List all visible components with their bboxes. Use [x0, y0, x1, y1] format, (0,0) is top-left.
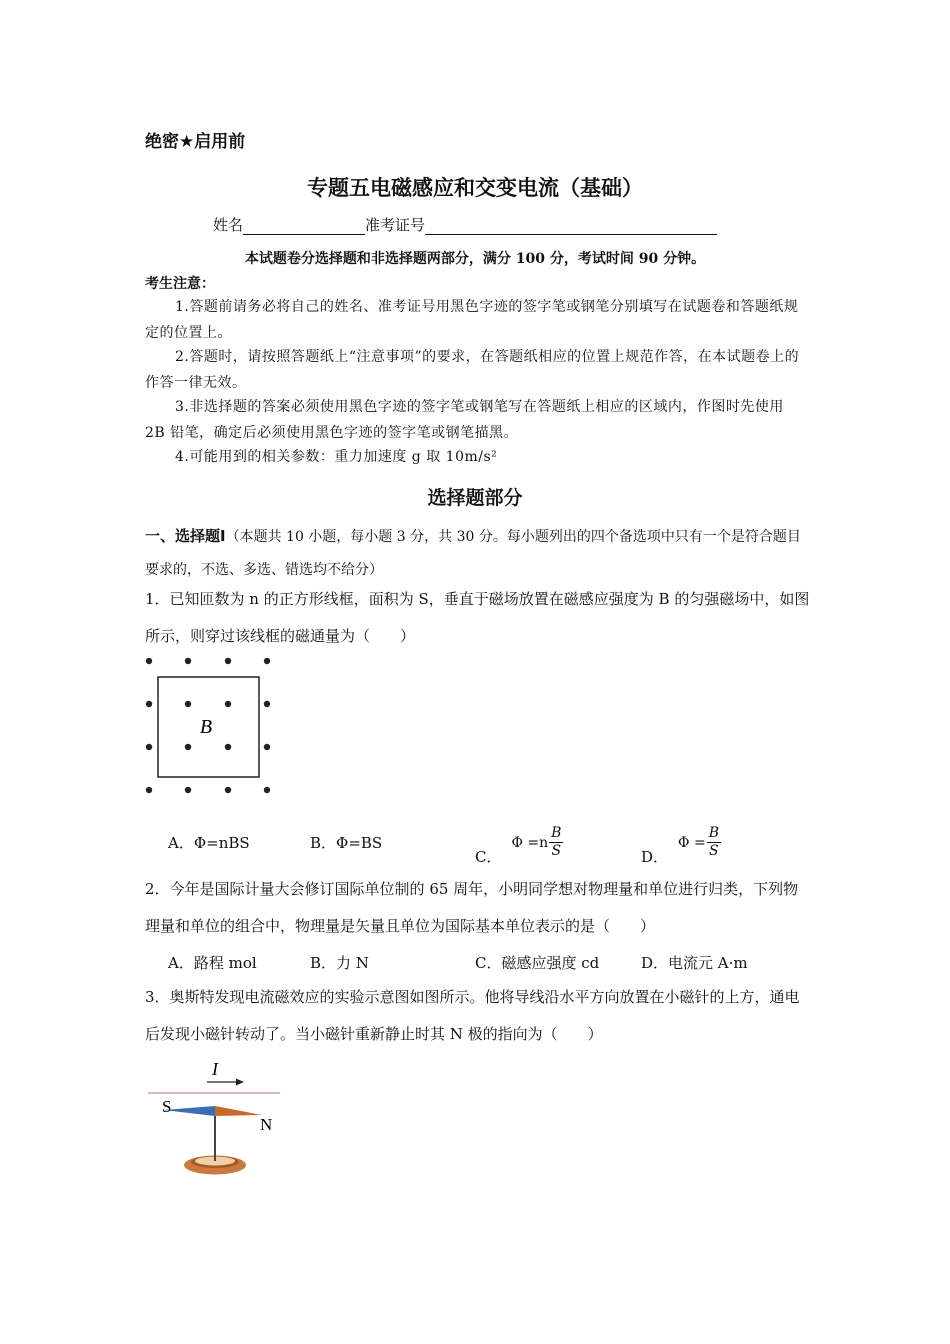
q2-option-a[interactable]: A．路程 mol	[168, 954, 257, 972]
q2-option-b[interactable]: B．力 N	[310, 954, 369, 972]
current-label: I	[212, 1059, 218, 1079]
q1-c-fraction: $\frac{B}{S}$	[551, 825, 562, 859]
name-label: 姓名	[213, 216, 244, 234]
notice-item-4: 4.可能用到的相关参数：重力加速度 g 取 10m/s²	[175, 449, 498, 465]
id-blank[interactable]	[425, 218, 717, 235]
south-label: S	[162, 1097, 172, 1116]
name-blank[interactable]	[243, 218, 365, 235]
north-label: N	[260, 1115, 273, 1134]
question-3-text: 3．奥斯特发现电流磁效应的实验示意图如图所示。他将导线沿水平方向放置在小磁针的上方，通电后发现小磁针转动了。当小磁针重新静止时其 N 极的指向为（ ）	[145, 988, 800, 1043]
part1-instructions	[145, 520, 810, 586]
magnetic-field-figure	[140, 652, 280, 800]
q2-option-c[interactable]: C．磁感应强度 cd	[475, 954, 600, 972]
q1-d-fraction: $\frac{B}{S}$	[708, 825, 719, 859]
part1-desc: （本题共 10 小题，每小题 3 分，共 30 分。每小题列出的四个备选项中只有一个是符合题目要求的，不选、多选、错选均不给分）	[145, 529, 801, 578]
q1-option-d[interactable]: D． Φ = $\frac{B}{S}$	[641, 825, 719, 866]
notice-item-1: 1.答题前请务必将自己的姓名、准考证号用黑色字迹的签字笔或钢笔分别填写在试题卷和答题纸规定的位置上。	[145, 299, 799, 341]
needle-north-half	[215, 1106, 262, 1116]
q1-option-b[interactable]: B．Φ=BS	[310, 834, 383, 852]
field-label: B	[199, 716, 213, 738]
page-title: 专题五电磁感应和交变电流（基础）	[307, 176, 643, 200]
section-title: 选择题部分	[427, 487, 523, 509]
notice-item-3: 3.非选择题的答案必须使用黑色字迹的签字笔或钢笔写在答题纸上相应的区域内，作图时先使用 2B 铅笔，确定后必须使用黑色字迹的签字笔或钢笔描黑。	[145, 399, 784, 441]
oersted-experiment-figure	[145, 1055, 285, 1180]
notice-heading: 考生注意：	[145, 276, 215, 292]
question-1-text: 1．已知匝数为 n 的正方形线框，面积为 S，垂直于磁场放置在磁感应强度为 B 的匀强磁场中，如图所示，则穿过该线框的磁通量为（ ）	[145, 590, 810, 645]
exam-intro: 本试题卷分选择题和非选择题两部分，满分 100 分，考试时间 90 分钟。	[244, 251, 706, 267]
id-label: 准考证号	[365, 216, 426, 234]
part1-heading: 一、选择题Ⅰ	[145, 527, 226, 545]
q1-option-a[interactable]: A．Φ=nBS	[168, 834, 250, 852]
candidate-info-row	[213, 214, 717, 235]
notice-item-2: 2.答题时，请按照答题纸上“注意事项”的要求，在答题纸相应的位置上规范作答，在本试题卷上的作答一律无效。	[145, 349, 800, 391]
q2-option-d[interactable]: D．电流元 A·m	[641, 954, 748, 972]
confidential-mark: 绝密★启用前	[145, 132, 246, 152]
q1-option-c[interactable]: C． Φ =n $\frac{B}{S}$	[475, 825, 562, 866]
question-2-text: 2．今年是国际计量大会修订国际单位制的 65 周年，小明同学想对物理量和单位进行归类，下列物理量和单位的组合中，物理量是矢量且单位为国际基本单位表示的是（ ）	[145, 880, 799, 935]
